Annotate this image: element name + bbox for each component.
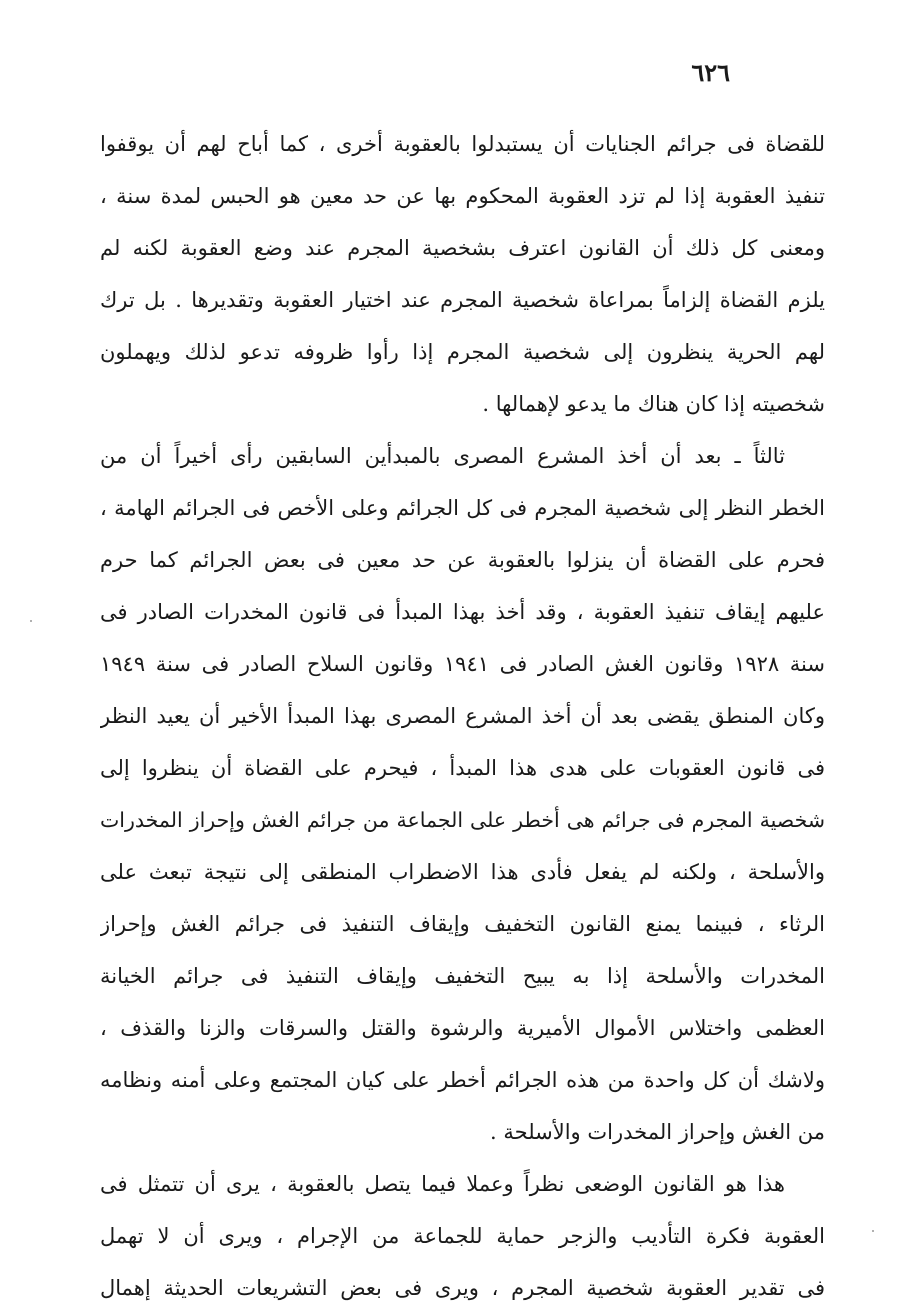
text-line: فى تقدير العقوبة شخصية المجرم ، ويرى فى بعض التشريعات الحديثة إهمال — [100, 1276, 825, 1300]
scan-speck — [872, 1230, 874, 1232]
text-line: شخصيته إذا كان هناك ما يدعو لإهمالها . — [482, 392, 825, 416]
text-line: المخدرات والأسلحة إذا به يبيح التخفيف وإيقاف التنفيذ فى جرائم الخيانة — [100, 964, 825, 988]
text-line: لهم الحرية ينظرون إلى شخصية المجرم إذا رأوا ظروفه تدعو لذلك ويهملون — [100, 340, 825, 364]
text-line: عليهم إيقاف تنفيذ العقوبة ، وقد أخذ بهذا المبدأ فى قانون المخدرات الصادر فى — [100, 600, 825, 624]
text-line: شخصية المجرم فى جرائم هى أخطر على الجماعة من جرائم الغش وإحراز المخدرات — [100, 808, 825, 832]
text-line: فحرم على القضاة أن ينزلوا بالعقوبة عن حد معين فى بعض الجرائم كما حرم — [100, 548, 825, 572]
text-line: فى قانون العقوبات على هدى هذا المبدأ ، فيحرم على القضاة أن ينظروا إلى — [100, 756, 825, 780]
text-line: والأسلحة ، ولكنه لم يفعل فأدى هذا الاضطراب المنطقى إلى نتيجة تبعث على — [100, 860, 825, 884]
text-line: الخطر النظر إلى شخصية المجرم فى كل الجرائم وعلى الأخص فى الجرائم الهامة ، — [100, 496, 825, 520]
text-line: العقوبة فكرة التأديب والزجر حماية للجماعة من الإجرام ، ويرى أن لا تهمل — [100, 1224, 825, 1248]
text-line: الرثاء ، فبينما يمنع القانون التخفيف وإيقاف التنفيذ فى جرائم الغش وإحراز — [100, 912, 825, 936]
text-line: سنة ١٩٢٨ وقانون الغش الصادر فى ١٩٤١ وقانون السلاح الصادر فى سنة ١٩٤٩ — [100, 652, 825, 676]
body-text — [100, 118, 825, 1314]
text-line: ثالثاً ـ بعد أن أخذ المشرع المصرى بالمبدأين السابقين رأى أخيراً أن من — [100, 444, 785, 468]
text-line: ولاشك أن كل واحدة من هذه الجرائم أخطر على كيان المجتمع وعلى أمنه ونظامه — [100, 1068, 825, 1092]
text-line: هذا هو القانون الوضعى نظراً وعملا فيما يتصل بالعقوبة ، يرى أن تتمثل فى — [100, 1172, 785, 1196]
text-line: تنفيذ العقوبة إذا لم تزد العقوبة المحكوم بها عن حد معين هو الحبس لمدة سنة ، — [100, 184, 825, 208]
text-line: من الغش وإحراز المخدرات والأسلحة . — [490, 1120, 825, 1144]
text-line: ومعنى كل ذلك أن القانون اعترف بشخصية المجرم عند وضع العقوبة لكنه لم — [100, 236, 825, 260]
page-number: ٦٢٦ — [691, 58, 730, 87]
scan-speck — [30, 620, 32, 622]
text-line: وكان المنطق يقضى بعد أن أخذ المشرع المصرى بهذا المبدأ الأخير أن يعيد النظر — [100, 704, 825, 728]
text-line: يلزم القضاة إلزاماً بمراعاة شخصية المجرم عند اختيار العقوبة وتقديرها . بل ترك — [100, 288, 825, 312]
text-line: العظمى واختلاس الأموال الأميرية والرشوة والقتل والسرقات والزنا والقذف ، — [100, 1016, 825, 1040]
text-line: للقضاة فى جرائم الجنايات أن يستبدلوا بالعقوبة أخرى ، كما أباح لهم أن يوقفوا — [100, 132, 825, 156]
